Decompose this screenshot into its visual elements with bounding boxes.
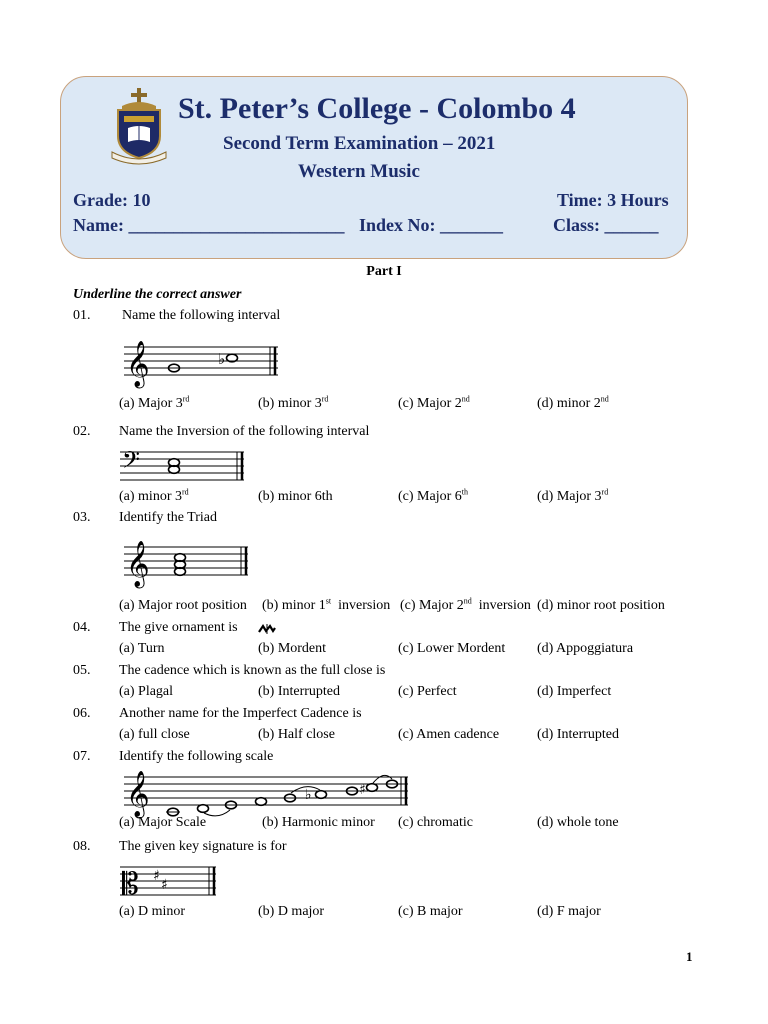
answer-option-c[interactable] (398, 641, 505, 657)
grade-label: Grade: 10 (73, 190, 151, 210)
option-text: (d) minor root position (537, 598, 665, 613)
option-text: (b) Interrupted (258, 684, 341, 699)
sharp-icon: ♯ (153, 868, 160, 884)
option-text: (b) minor 1 (262, 598, 326, 613)
answer-option-a[interactable] (119, 904, 185, 920)
flat-icon: ♭ (305, 787, 312, 803)
option-text: (c) Perfect (398, 684, 457, 699)
option-text: (a) Major Scale (119, 815, 207, 830)
answer-option-c[interactable] (398, 727, 499, 743)
question-text: Name the following interval (122, 308, 281, 323)
option-text: (b) Mordent (258, 641, 327, 656)
option-text: (c) chromatic (398, 815, 474, 830)
question-text: Name the Inversion of the following interval (119, 424, 370, 439)
answer-option-a[interactable] (119, 684, 173, 700)
question-text: Identify the following scale (119, 749, 274, 764)
question-number: 04. (73, 620, 91, 635)
answer-option-d[interactable] (537, 727, 619, 743)
question-text: The given key signature is for (119, 839, 287, 854)
option-text: (b) Harmonic minor (262, 815, 375, 830)
subject-title: Western Music (298, 161, 420, 182)
question-number: 05. (73, 663, 91, 678)
option-text: (d) Major 3 (537, 489, 602, 504)
college-crest-icon (108, 86, 170, 168)
option-text: (c) Major 2 (400, 598, 464, 613)
question-number: 02. (73, 424, 91, 439)
answer-option-a[interactable] (119, 641, 165, 657)
question-number: 03. (73, 510, 91, 525)
option-text: (a) minor 3 (119, 489, 182, 504)
option-suffix: inversion (471, 598, 531, 613)
question-number: 08. (73, 839, 91, 854)
answer-option-b[interactable] (262, 598, 390, 614)
exam-title: Second Term Examination – 2021 (223, 133, 496, 154)
option-text: (b) minor 3 (258, 396, 322, 411)
option-text: (a) Major root position (119, 598, 247, 613)
option-text: (a) D minor (119, 904, 186, 919)
class-field[interactable]: Class: ______ (553, 215, 659, 235)
option-suffix: inversion (331, 598, 391, 613)
option-superscript: st (325, 596, 332, 606)
answer-option-c[interactable] (398, 684, 457, 700)
sharp-icon: ♯ (359, 782, 366, 798)
answer-option-a[interactable] (119, 815, 206, 831)
question-number: 01. (73, 308, 91, 323)
treble-clef-icon: 𝄞 (126, 341, 150, 387)
answer-option-c[interactable] (398, 489, 468, 505)
option-text: (b) Half close (258, 727, 335, 742)
answer-option-c[interactable] (398, 396, 470, 412)
option-text: (d) Interrupted (537, 727, 620, 742)
option-text: (a) full close (119, 727, 190, 742)
answer-option-b[interactable] (258, 489, 333, 505)
q8-key-signature-staff (120, 862, 220, 900)
answer-option-c[interactable] (398, 904, 463, 920)
option-superscript: nd (463, 596, 472, 606)
option-superscript: rd (601, 487, 609, 497)
option-superscript: rd (182, 394, 190, 404)
answer-option-c[interactable] (398, 815, 473, 831)
option-superscript: rd (181, 487, 189, 497)
answer-option-b[interactable] (258, 396, 328, 412)
option-text: (c) Major 6 (398, 489, 462, 504)
answer-option-d[interactable] (537, 641, 633, 657)
question-text: Another name for the Imperfect Cadence is (119, 706, 362, 721)
college-name: St. Peter’s College - Colombo 4 (178, 92, 576, 125)
option-text: (c) B major (398, 904, 463, 919)
option-text: (d) minor 2 (537, 396, 601, 411)
q2-interval-staff (120, 446, 250, 486)
answer-option-d[interactable] (537, 489, 608, 505)
question-number: 06. (73, 706, 91, 721)
question-text: The cadence which is known as the full close is (119, 663, 386, 678)
option-text: (a) Turn (119, 641, 165, 656)
q7-scale-staff (124, 766, 414, 816)
treble-clef-icon: 𝄞 (126, 771, 150, 817)
answer-option-a[interactable] (119, 727, 190, 743)
answer-option-d[interactable] (537, 684, 611, 700)
answer-option-c[interactable] (400, 598, 531, 614)
option-superscript: nd (600, 394, 609, 404)
answer-option-b[interactable] (258, 684, 340, 700)
option-text: (d) Imperfect (537, 684, 612, 699)
flat-icon: ♭ (218, 350, 226, 368)
answer-option-b[interactable] (258, 904, 324, 920)
option-text: (a) Plagal (119, 684, 174, 699)
option-text: (b) minor 6th (258, 489, 333, 504)
question-text: The give ornament is (119, 620, 238, 635)
index-field[interactable]: Index No: _______ (359, 215, 504, 235)
time-label: Time: 3 Hours (557, 190, 669, 210)
answer-option-d[interactable] (537, 815, 619, 831)
option-superscript: nd (461, 394, 470, 404)
answer-option-d[interactable] (537, 598, 665, 614)
option-text: (c) Amen cadence (398, 727, 500, 742)
page-number: 1 (686, 949, 693, 964)
answer-option-b[interactable] (258, 641, 326, 657)
q3-triad-staff (124, 534, 254, 588)
part-heading: Part I (366, 264, 402, 279)
option-text: (d) Appoggiatura (537, 641, 634, 656)
sharp-icon: ♯ (161, 877, 168, 893)
question-number: 07. (73, 749, 91, 764)
instruction-text: Underline the correct answer (73, 287, 242, 302)
bass-clef-icon: 𝄢 (122, 446, 141, 479)
name-field[interactable]: Name: ________________________ (73, 215, 345, 235)
alto-clef-icon: 𝄡 (122, 867, 139, 902)
option-superscript: th (461, 487, 468, 497)
answer-option-d[interactable] (537, 904, 601, 920)
answer-option-a[interactable] (119, 598, 247, 614)
answer-option-a[interactable] (119, 396, 189, 412)
option-text: (c) Major 2 (398, 396, 462, 411)
answer-option-b[interactable] (258, 727, 335, 743)
answer-option-d[interactable] (537, 396, 609, 412)
option-text: (a) Major 3 (119, 396, 183, 411)
answer-option-a[interactable] (119, 489, 189, 505)
option-text: (d) F major (537, 904, 601, 919)
mordent-icon (258, 624, 276, 634)
option-text: (c) Lower Mordent (398, 641, 506, 656)
option-text: (d) whole tone (537, 815, 619, 830)
question-text: Identify the Triad (119, 510, 217, 525)
option-text: (b) D major (258, 904, 325, 919)
treble-clef-icon: 𝄞 (126, 541, 150, 587)
q1-interval-staff (124, 334, 284, 388)
answer-option-b[interactable] (262, 815, 375, 831)
option-superscript: rd (321, 394, 329, 404)
